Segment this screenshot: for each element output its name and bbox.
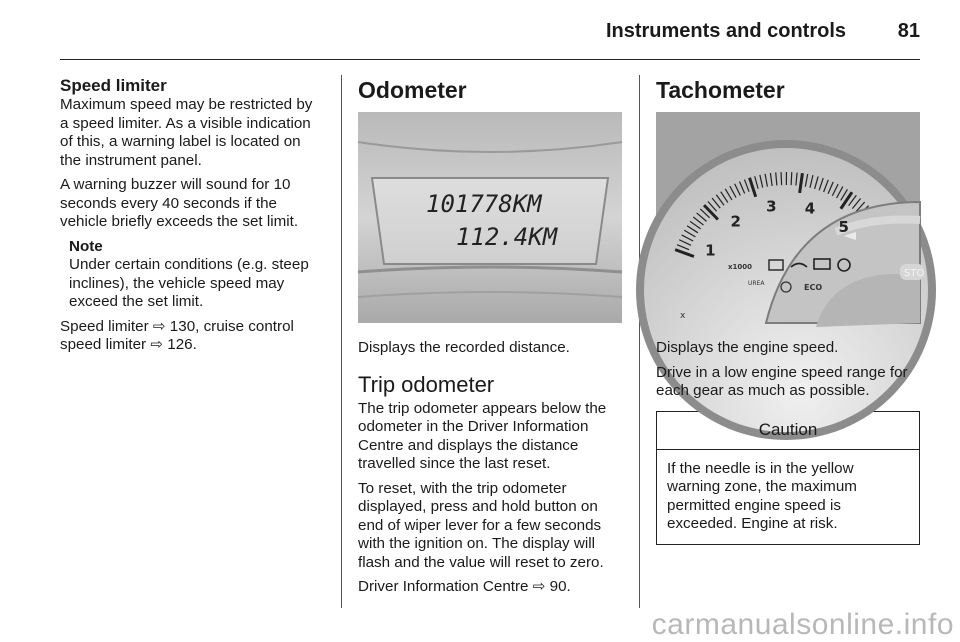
odometer-caption: Displays the recorded distance. xyxy=(358,339,570,356)
tach-number-label: 2 xyxy=(730,212,741,231)
column-odometer xyxy=(358,76,622,597)
tach-number-label: 4 xyxy=(804,199,816,218)
tach-number-label: 5 xyxy=(838,218,849,237)
speed-limiter-paragraph: Maximum speed may be restricted by a speed limiter. As a visible indication of this, a warning label is located on the instrument panel. xyxy=(60,96,313,169)
note-text: Under certain conditions (e.g. steep inclines), the vehicle speed may exceed the set limit. xyxy=(69,256,309,310)
column-speed-limiter xyxy=(60,76,324,355)
trip-paragraph-2: To reset, with the trip odometer displayed, press and hold button on end of wiper lever for a few seconds with the ignition on. The display will flash and the value will reset to zero. xyxy=(358,479,604,571)
trip-paragraph-1: The trip odometer appears below the odometer in the Driver Information Centre and displays the distance travelled since the last reset. xyxy=(358,399,607,472)
eco-label: ECO xyxy=(804,283,823,292)
stop-button-label: STO xyxy=(904,268,925,279)
note-box xyxy=(69,238,324,312)
odometer-heading: Odometer xyxy=(358,77,467,103)
trip-readout: 112.4KM xyxy=(456,223,558,251)
caution-box xyxy=(656,411,920,545)
page-number: 81 xyxy=(897,20,920,42)
page-header xyxy=(60,18,920,60)
caution-title: Caution xyxy=(657,412,919,450)
column-divider xyxy=(639,75,640,608)
engine-speed-advice: Drive in a low engine speed range for each gear as much as possible. xyxy=(656,363,908,399)
note-title: Note xyxy=(69,237,103,255)
tach-number-label: 3 xyxy=(766,197,777,216)
column-tachometer xyxy=(656,76,925,545)
trip-odometer-heading: Trip odometer xyxy=(358,371,495,397)
tachometer-caption: Displays the engine speed. xyxy=(656,339,839,356)
tach-tick xyxy=(791,172,792,185)
section-title: Instruments and controls xyxy=(605,20,846,42)
tachometer-heading: Tachometer xyxy=(656,77,785,103)
svg-text:x: x xyxy=(680,311,686,321)
cross-reference-paragraph: Speed limiter ⇨ 130, cruise control speed limiter ⇨ 126. xyxy=(60,317,294,353)
tach-unit-label: x1000 xyxy=(728,263,752,271)
warning-buzzer-paragraph: A warning buzzer will sound for 10 seconds every 40 seconds if the vehicle briefly exceeds the set limit. xyxy=(60,176,299,230)
watermark: carmanualsonline.info xyxy=(651,608,954,641)
odometer-photo xyxy=(358,112,622,323)
trip-cross-reference: Driver Information Centre ⇨ 90. xyxy=(358,578,571,595)
speed-limiter-heading: Speed limiter xyxy=(60,76,167,95)
caution-text: If the needle is in the yellow warning zone, the maximum permitted engine speed is exceeded. Engine at risk. xyxy=(667,459,857,532)
tach-number-label: 1 xyxy=(705,241,716,260)
tach-tick xyxy=(781,172,782,185)
odometer-readout: 101778KM xyxy=(426,190,542,218)
tachometer-photo xyxy=(656,112,925,323)
column-divider xyxy=(341,75,342,608)
urea-label: UREA xyxy=(748,280,765,287)
